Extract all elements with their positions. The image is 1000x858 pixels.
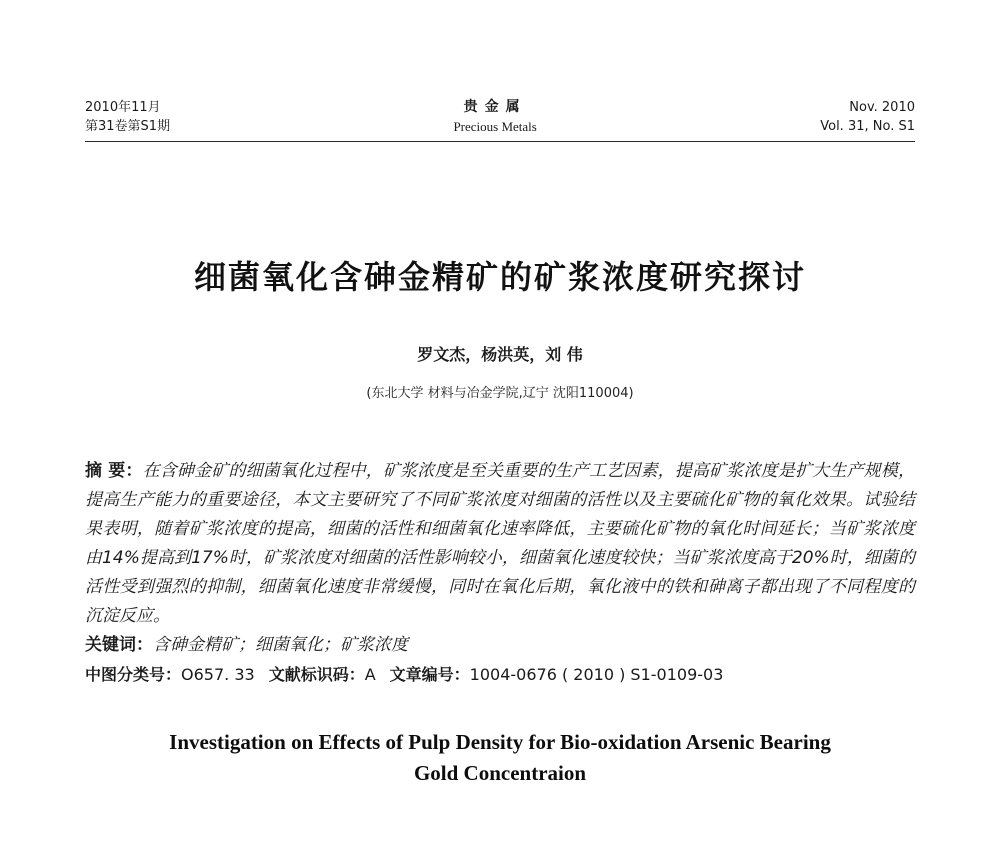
header-right [820,98,915,136]
classification-line [85,660,915,689]
clc-value: O657. 33 [181,665,255,684]
article-title: 细菌氧化含砷金精矿的矿浆浓度研究探讨 [193,258,806,296]
authors: 罗文杰，杨洪英，刘 伟 [417,345,583,364]
article-id-label: 文章编号： [389,665,470,684]
article-id-value: 1004-0676 ( 2010 ) S1-0109-03 [469,665,724,684]
journal-name-cn: 贵金属 [463,99,527,115]
volume-issue-cn: 第31卷第S1期 [85,119,171,134]
keywords-label: 关键词： [85,635,153,655]
english-title [85,727,915,789]
clc-label: 中图分类号： [85,665,182,684]
header-center [453,98,536,136]
abstract-label: 摘 要： [85,461,143,481]
english-title-line2: Gold Concentraion [413,761,587,785]
english-title-line1: Investigation on Effects of Pulp Density for Bio-oxidation Arsenic Bearing [169,730,831,754]
journal-name-en: Precious Metals [453,119,537,134]
affiliation: (东北大学 材料与冶金学院,辽宁 沈阳110004) [366,386,634,401]
volume-issue-en: Vol. 31, No. S1 [820,119,915,134]
keywords-text: 含砷金精矿；细菌氧化；矿浆浓度 [153,635,408,655]
page-content [0,98,1000,789]
header-left [85,98,170,136]
keywords-line [85,631,915,660]
doc-code-label: 文献标识码： [268,665,365,684]
journal-header [85,98,915,142]
abstract [85,457,915,631]
doc-code-value: A [364,665,376,684]
issue-date-cn: 2010年11月 [85,100,161,115]
paper-page [0,98,1000,858]
issue-date-en: Nov. 2010 [849,100,915,115]
abstract-text: 在含砷金矿的细菌氧化过程中，矿浆浓度是至关重要的生产工艺因素，提高矿浆浓度是扩大生产规模，提高生产能力的重要途径，本文主要研究了不同矿浆浓度对细菌的活性以及主要硫化矿物的氧化效果。试验结果表明，随着矿浆浓度的提高，细菌的活性和细菌氧化速率降低，主要硫化矿物的氧化时间延长；当矿浆浓度由14%提高到17%时，矿浆浓度对细菌的活性影响较小，细菌氧化速度较快；当矿浆浓度高于20%时，细菌的活性受到强烈的抑制，细菌氧化速度非常缓慢，同时在氧化后期，氧化液中的铁和砷离子都出现了不同程度的沉淀反应。 [85,461,915,626]
